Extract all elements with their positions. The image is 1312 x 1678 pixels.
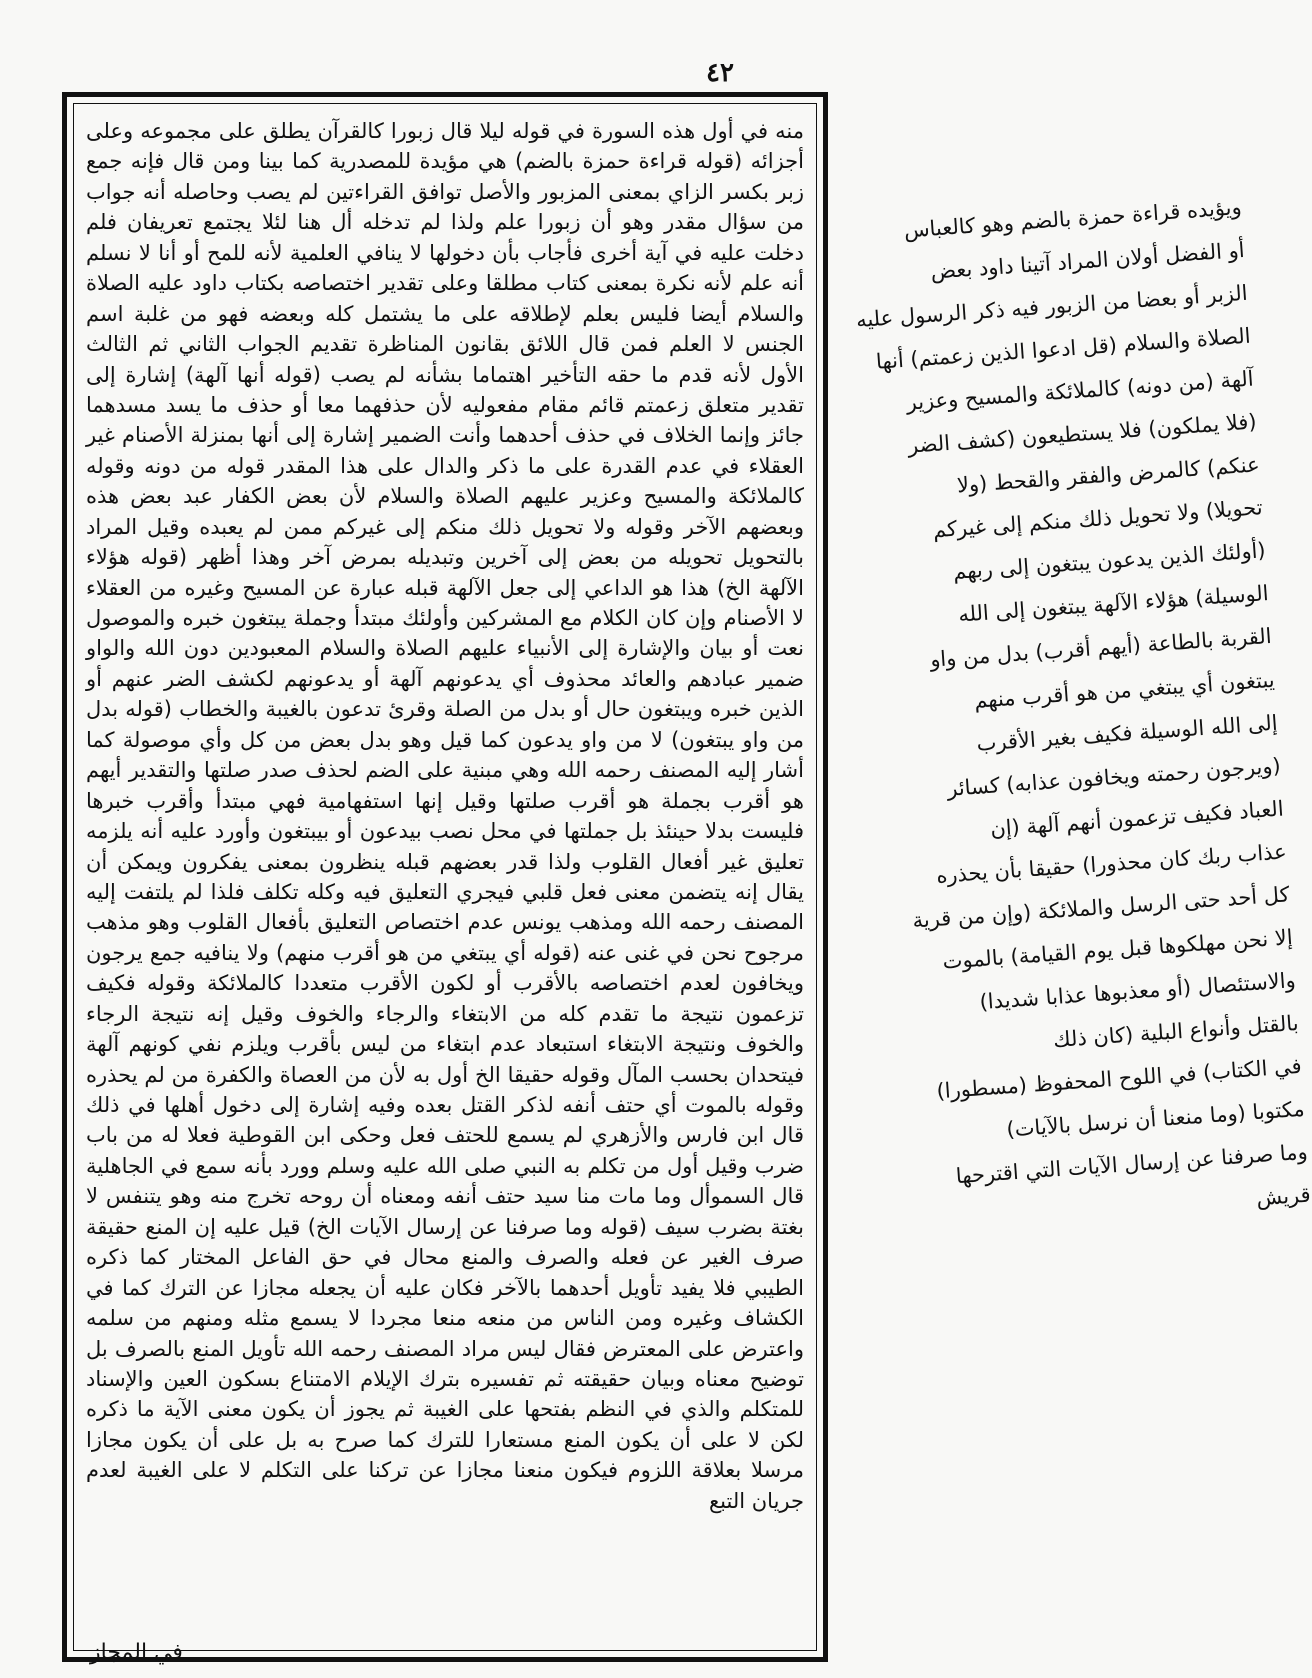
margin-line: كل أحد حتى الرسل والملائكة (وإن من قرية [911, 882, 1291, 933]
margin-line: أو الفضل أولان المراد آتينا داود بعض [929, 237, 1246, 284]
margin-line: العباد فكيف تزعمون أنهم آلهة (إن [989, 796, 1285, 841]
margin-line: الوسيلة) هؤلاء الآلهة يبتغون إلى الله [957, 581, 1270, 628]
margin-commentary [841, 186, 1312, 1245]
margin-line: قريش [1255, 1182, 1312, 1211]
text-frame-inner [73, 103, 817, 1651]
margin-line: مكتوبا (وما منعنا أن نرسل بالآيات) [1005, 1096, 1306, 1142]
margin-line: (أولئك الذين يدعون يبتغون إلى ربهم [952, 538, 1267, 585]
margin-line: ويؤيده قراءة حمزة بالضم وهو كالعباس [903, 194, 1243, 243]
margin-line: وما صرفنا عن إرسال الآيات التي اقترحها [955, 1139, 1309, 1189]
margin-line: (فلا يملكون) فلا يستطيعون (كشف الضر [907, 409, 1258, 458]
margin-line: والاستئصال (أو معذبوها عذابا شديدا) [978, 967, 1297, 1014]
margin-line: بالقتل وأنواع البلية (كان ذلك [1052, 1010, 1300, 1052]
margin-line: في الكتاب) في اللوح المحفوظ (مسطورا) [935, 1053, 1303, 1104]
catchword: في المجاز [90, 1640, 183, 1665]
margin-line: (ويرجون رحمته ويخافون عذابه) كسائر [946, 753, 1282, 801]
text-frame [62, 92, 828, 1662]
commentary-paragraph: منه في أول هذه السورة في قوله ليلا قال زبورا كالقرآن يطلق على مجموعه وعلى أجزائه (قوله قراءة حمزة بالضم) هي مؤيدة للمصدرية كما بينا ومن قال فإنه جمع زبر بكسر الزاي بمعنى المزبور والأصل توافق القراءتين لم يصب وحاصله أنه جواب من سؤال مقدر وهو أن زبورا علم ولذا لم تدخله أل هنا لئلا يجتمع تعريفان فلم دخلت عليه في آية أخرى فأجاب بأن دخولها لا ينافي العلمية لأنه للمح أو أنا لا نسلم أنه علم لأنه نكرة بمعنى كتاب مطلقا وعلى تقدير اختصاصه بكتاب داود عليه الصلاة والسلام أيضا فليس بعلم لإطلاقه على ما يشتمل كله وبعضه فهو من غلبة اسم الجنس لا العلم فمن قال اللائق بقانون المناظرة تقديم الجواب الثاني ثم الثالث الأول لأنه قدم ما حقه التأخير اهتماما بشأنه لم يصب (قوله أنها آلهة) إشارة إلى تقدير متعلق زعمتم قائم مقام مفعوليه لأن حذفهما معا أو حذف ما يسد مسدهما جائز وإنما الخلاف في حذف أحدهما وأنت الضمير إشارة إلى أنها بمنزلة الأصنام غير العقلاء في عدم القدرة على ما ذكر والدال على هذا المقدر قوله من دونه وقوله كالملائكة والمسيح وعزير عليهم الصلاة والسلام لأن بعض الكفار عبد بعض هذه وبعضهم الآخر وقوله ولا تحويل ذلك منكم إلى غيركم ممن لم يعبده وقيل المراد بالتحويل تحويله من بعض إلى آخرين وتبديله بمرض آخر وهذا أظهر (قوله هؤلاء الآلهة الخ) هذا هو الداعي إلى جعل الآلهة قبله عبارة عن المسيح وغيره من العقلاء لا الأصنام وإن كان الكلام مع المشركين وأولئك مبتدأ وجملة يبتغون خبره والموصول نعت أو بيان والإشارة إلى الأنبياء عليهم الصلاة والسلام المعبودين دون الله والواو ضمير عبادهم والعائد محذوف أي يدعونهم آلهة أو يدعونهم لكشف الضر عنهم أو الذين خبره ويبتغون حال أو بدل من الصلة وقرئ تدعون بالغيبة والخطاب (قوله بدل من واو يبتغون) لا من واو يدعون كما قيل وهو بدل بعض من كل وأي موصولة كما أشار إليه المصنف رحمه الله وهي مبنية على الضم لحذف صدر صلتها والتقدير أيهم هو أقرب بجملة هو أقرب صلتها وقيل إنها استفهامية فهي مبتدأ وأقرب خبرها فليست بدلا حينئذ بل جملتها في محل نصب بيدعون أو بيبتغون وأورد عليه أنه يلزمه تعليق غير أفعال القلوب ولذا قدر بعضهم قبله ينظرون بمعنى يفكرون ويمكن أن يقال إنه يتضمن معنى فعل قلبي فيجري التعليق فيه وكله تكلف فلذا لم يلتفت إليه المصنف رحمه الله ومذهب يونس عدم اختصاص التعليق بأفعال القلوب وهو مذهب مرجوح نحن في غنى عنه (قوله أي يبتغي من هو أقرب منهم) ولا ينافيه جمع يرجون ويخافون لعدم اختصاصه بالأقرب أو لكون الأقرب متعددا كالملائكة وقوله فكيف تزعمون نتيجة ما تقدم كله من الابتغاء والرجاء والخوف وقيل إنه نتيجة الرجاء والخوف ونتيجة الابتغاء استبعاد عدم ابتغاء من ليس بأقرب ويلزم نفي كونهم آلهة فيتحدان بحسب المآل وقوله حقيقا الخ أول به لأن من العصاة والكفرة من لم يحذره وقوله بالموت أي حتف أنفه لذكر القتل بعده وفيه إشارة إلى دخول أهلها في ذلك قال ابن فارس والأزهري لم يسمع للحتف فعل وحكى ابن القوطية فعلا له من باب ضرب وقيل أول من تكلم به النبي صلى الله عليه وسلم وورد بأنه سمع في الجاهلية قال السموأل وما مات منا سيد حتف أنفه ومعناه أن روحه تخرج منه وهو يتنفس لا بغتة بضرب سيف (قوله وما صرفنا عن إرسال الآيات الخ) قيل عليه إن المنع حقيقة صرف الغير عن فعله والصرف والمنع محال في حق الفاعل المختار كما ذكره الطيبي فلا يفيد تأويل أحدهما بالآخر فكان عليه أن يجعله مجازا عن الترك كما في الكشاف وغيره ومن الناس من منعه منعا مجردا لا يسمع مثله ومنهم من سلمه واعترض على المعترض فقال ليس مراد المصنف رحمه الله تأويل المنع بالصرف بل توضيح معناه وبيان حقيقته ثم تفسيره بترك الإيلام الامتناع بسكون العين والإسناد للمتكلم والذي في النظم بفتحها على الغيبة ثم يجوز أن يكون معنى الآية ما ذكره لكن لا على أن يكون المنع مستعارا للترك كما صرح به بل على أن يكون مجازا مرسلا بعلاقة اللزوم فيكون منعنا مجازا عن تركنا على التكلم لا على الغيبة لعدم جريان التبع [86, 119, 804, 1513]
commentary-text [86, 116, 804, 1638]
margin-line: الزبر أو بعضا من الزبور فيه ذكر الرسول عليه [855, 280, 1249, 333]
margin-line: الصلاة والسلام (قل ادعوا الذين زعمتم) أنها [875, 323, 1252, 374]
margin-line: القربة بالطاعة (أيهم أقرب) بدل من واو [929, 624, 1273, 673]
margin-line: إلى الله الوسيلة فكيف بغير الأقرب [975, 710, 1279, 756]
margin-line: إلا نحن مهلكوها قبل يوم القيامة) بالموت [941, 924, 1294, 974]
margin-line: تحويلا) ولا تحويل ذلك منكم إلى غيركم [932, 495, 1264, 543]
margin-line: عذاب ربك كان محذورا) حقيقا بأن يحذره [935, 839, 1288, 888]
margin-line: يبتغون أي يبتغي من هو أقرب منهم [973, 667, 1276, 713]
margin-line: آلهة (من دونه) كالملائكة والمسيح وعزير [905, 366, 1255, 415]
page-number: ٤٢ [706, 58, 734, 88]
margin-line: عنكم) كالمرض والفقر والقحط (ولا [956, 452, 1261, 498]
